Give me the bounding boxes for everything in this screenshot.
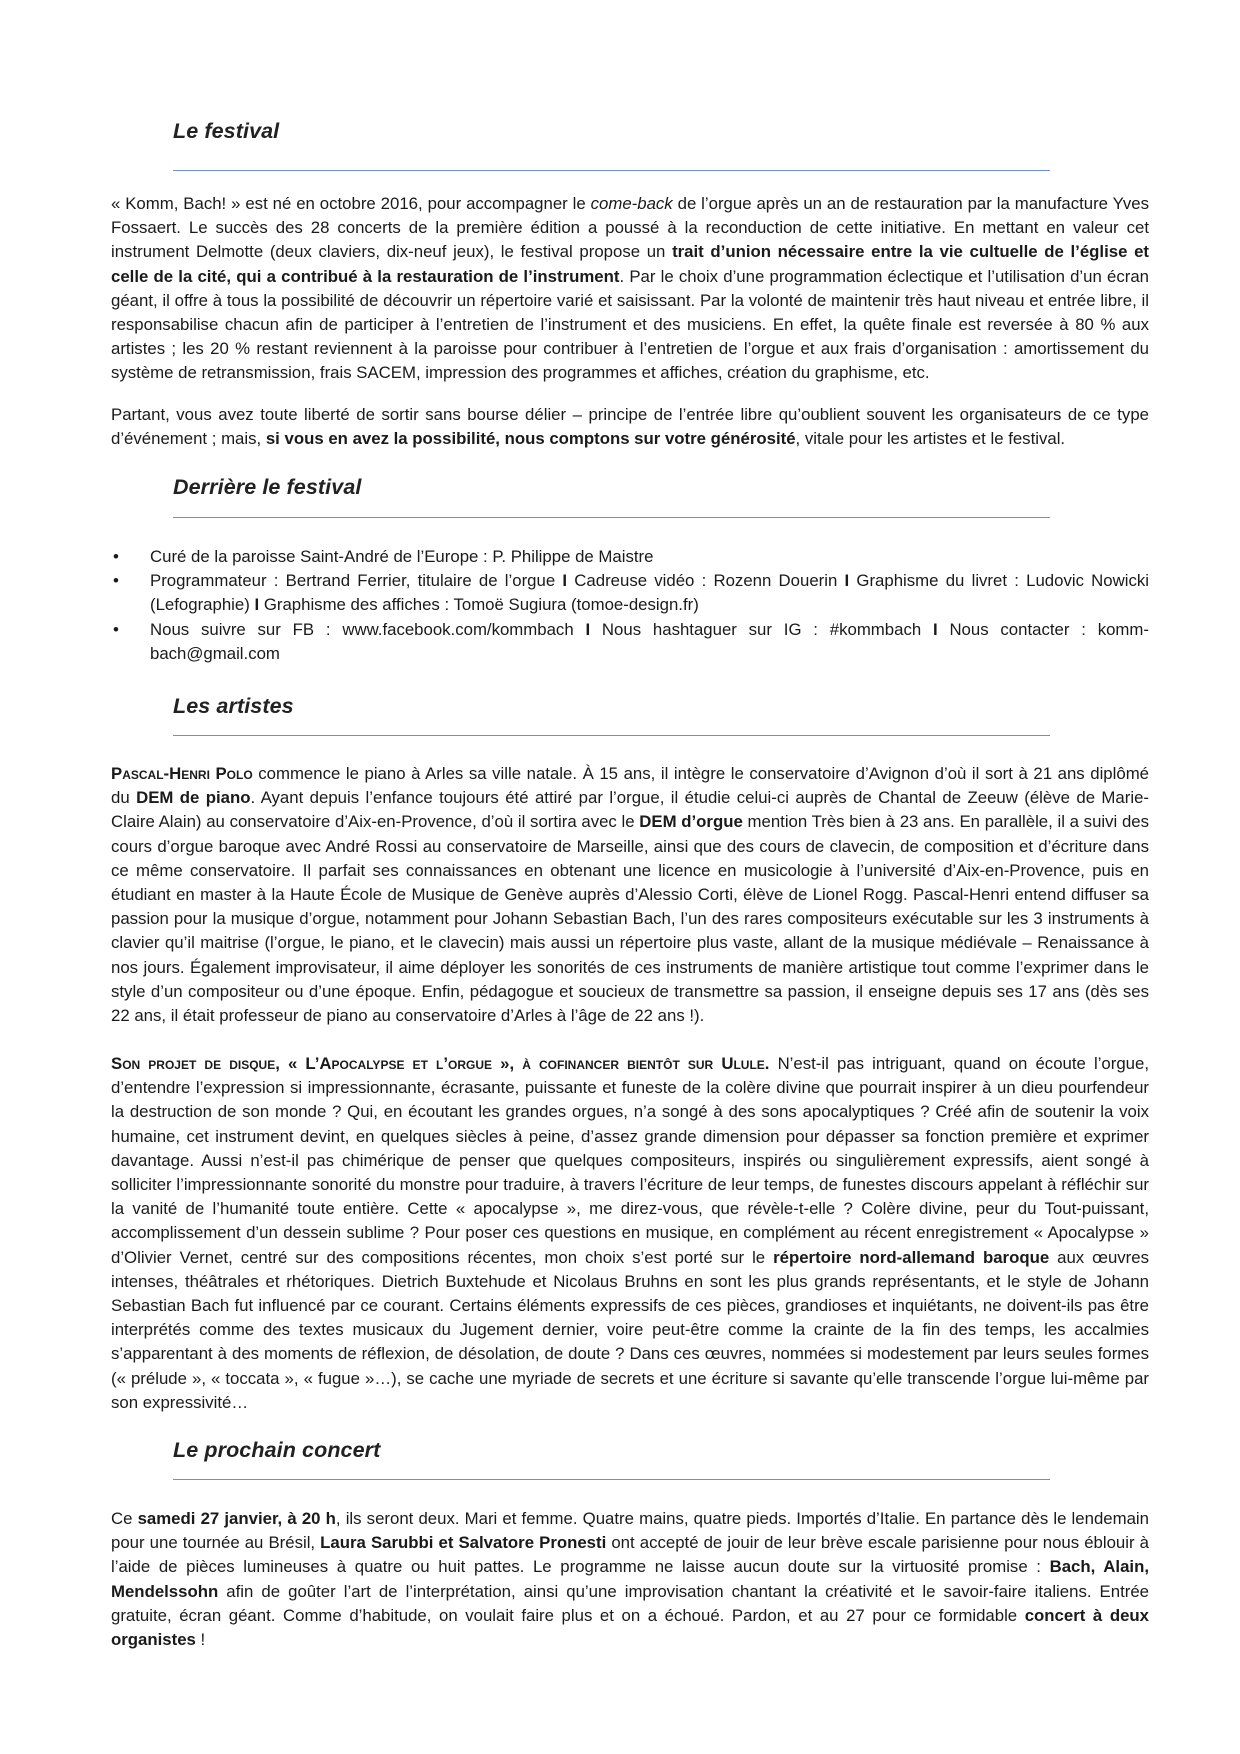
section-rule [173, 170, 1050, 171]
text-run: , ils seront deux. Mari et femme. Quatre mains, quatre pieds. Importés d’Italie. En partance dès le lendemain pour une tournée au Brésil, [111, 1509, 1149, 1553]
text-run: mention Très bien à 23 ans. En parallèle, il a suivi des cours d’orgue baroque avec André Rossi au conservatoire de Marseille, ainsi que des cours de clavecin, de composition et d’écriture dans ce même conservatoire. Il parfait ses connaissances en obtenant une licence en musicologie à l’université d’Aix-en-Provence, puis en étudiant en master à la Haute École de Musique de Genève auprès d’Alessio Corti, élève de Lionel Rogg. Pascal-Henri entend diffuser sa passion pour la musique d’orgue, notamment pour Johann Sebastian Bach, l’un des rares compositeurs exécutable sur les 3 instruments à clavier qu’il maitrise (l’orgue, le piano, et le clavecin) mais aussi un répertoire plus vaste, allant de la musique médiévale – Renaissance à nos jours. Également improvisateur, il aime déployer les sonorités de ces instruments de manière artistique tout comme l’exprimer dans le style d’un compositeur ou d’une époque. Enfin, pédagogue et soucieux de transmettre sa passion, il enseigne depuis ses 17 ans (dès ses 22 ans, il était professeur de piano au conservatoire d’Arles à l’âge de 22 ans !). [111, 812, 1150, 1026]
bold-dem-piano: DEM de piano [136, 788, 251, 808]
festival-paragraph-2 [111, 403, 1149, 451]
section-rule [173, 517, 1050, 518]
text-run: Graphisme des affiches : Tomoë Sugiura (tomoe-design.fr) [259, 595, 699, 615]
bold-generosite: si vous en avez la possibilité, nous comptons sur votre générosité [265, 429, 796, 449]
list-item [111, 569, 1149, 617]
text-run: Partant, vous avez toute liberté de sortir sans bourse délier – principe de l’entrée libre qu’oublient souvent les organisateurs de ce type d’événement ; mais, [111, 405, 1149, 449]
artist-name: Pascal-Henri Polo [111, 764, 253, 783]
section-title-next-concert: Le prochain concert [173, 1438, 381, 1462]
text-run: Nous suivre sur FB : www.facebook.com/kommbach [150, 619, 586, 639]
text-run: « Komm, Bach! » est né en octobre 2016, pour accompagner le [111, 194, 591, 213]
text-run: afin de goûter l’art de l’interprétation, ainsi qu’une improvisation chantant la créativité et le savoir-faire italiens. Entrée gratuite, écran géant. Comme d’habitude, on voulait faire plus et on a échoué. Pardon, et au 27 pour ce formidable [111, 1581, 1149, 1625]
project-heading: Son projet de disque, « L’Apocalypse et l’orgue », à cofinancer bientôt sur Ulule. [111, 1054, 770, 1073]
text-run: . Par le choix d’une programmation éclectique et l’utilisation d’un écran géant, il offre à tous la possibilité de découvrir un répertoire varié et saisissant. Par la volonté de maintenir très haut niveau et entrée libre, il responsabilise chacun afin de participer à l’entretien de l’instrument et des musiciens. En effet, la quête finale est reversée à 80 % aux artistes ; les 20 % restant reviennent à la paroisse pour contribuer à l’entretien de l’orgue et aux frais d’organisation : amortissement du système de retransmission, frais SACEM, impression des programmes et affiches, création du graphisme, etc. [111, 266, 1149, 383]
bullet-icon: • [113, 547, 119, 566]
section-rule [173, 1479, 1050, 1480]
section-title-artists: Les artistes [173, 694, 294, 718]
section-title-behind: Derrière le festival [173, 475, 362, 499]
text-run: Programmateur : Bertrand Ferrier, titulaire de l’orgue [150, 571, 563, 591]
text-run: de l’orgue après un an de restauration par la manufacture Yves Fossaert. Le succès des 28 concerts de la première édition a poussé à la reconduction de cette initiative. En mettant en valeur cet instrument Delmotte (deux claviers, dix-neuf jeux), le festival propose un [111, 194, 1149, 262]
credit-cure: Curé de la paroisse Saint-André de l’Europe : P. Philippe de Maistre [150, 547, 654, 566]
text-run: ! [195, 1630, 206, 1650]
bold-concert: concert à deux organistes [111, 1605, 1149, 1650]
bullet-icon: • [113, 571, 119, 591]
separator: I [932, 619, 938, 639]
text-run: commence le piano à Arles sa ville natale. À 15 ans, il intègre le conservatoire d’Avignon d’où il sort à 21 ans diplômé du [111, 764, 1150, 808]
text-run: ont accepté de jouir de leur brève escale parisienne pour nous éblouir à l’aide de pièces lumineuses à quatre ou huit pattes. Le programme ne laisse aucun doute sur la virtuosité promise : [111, 1533, 1149, 1577]
artists-paragraph-bio [111, 762, 1149, 1028]
separator: I [844, 571, 850, 591]
text-run: N’est-il pas intriguant, quand on écoute l’orgue, d’entendre l’expression si impressionnante, écrasante, puissante et funeste de la colère divine que pourrait inspirer à un dieu pourfendeur la destruction de son monde ? Qui, en écoutant les grandes orgues, n’a songé à des sons apocalyptiques ? Créé afin de soutenir la voix humaine, cet instrument devint, en quelques siècles à peine, d’assez grande dimension pour dépasser sa fonction première et exprimer davantage. Aussi n’est-il pas chimérique de penser que quelques compositeurs, inspirés ou singulièrement expressifs, aient songé à solliciter l’impressionnante sonorité du monstre pour traduire, à travers l’écriture de leur temps, de funestes discours appelant à réfléchir sur la vanité de l’humanité toute entière. Cette « apocalypse », me direz-vous, que révèle-t-elle ? Colère divine, peur du Tout-puissant, accomplissement d’un dessein sublime ? Pour poser ces questions en musique, en complément au récent enregistrement « Apocalypse » d’Olivier Vernet, centré sur des compositions récentes, mon choix s’est porté sur le [111, 1054, 1150, 1267]
text-run: Ce [111, 1509, 138, 1528]
section-title-festival: Le festival [173, 119, 280, 143]
list-item [111, 545, 1149, 569]
section-rule [173, 735, 1050, 736]
separator: I [562, 571, 568, 591]
list-item [111, 618, 1149, 666]
bold-dem-orgue: DEM d’orgue [639, 812, 743, 832]
separator: I [254, 595, 260, 615]
bold-performers: Laura Sarubbi et Salvatore Pronesti [320, 1533, 607, 1553]
text-run: . Ayant depuis l’enfance toujours été attiré par l’orgue, il étudie celui-ci auprès de Chantal de Zeeuw (élève de Marie-Claire Alain) au conservatoire d’Aix-en-Provence, d’où il sortira avec le [111, 788, 1149, 832]
festival-paragraph-1 [111, 192, 1149, 386]
credits-list [111, 545, 1149, 666]
text-run: Cadreuse vidéo : Rozenn Douerin [567, 571, 845, 591]
text-run: Nous hashtaguer sur IG : #kommbach [590, 619, 933, 639]
bullet-icon: • [113, 619, 119, 639]
text-run: , vitale pour les artistes et le festival. [795, 429, 1066, 449]
bold-repertoire: répertoire nord-allemand baroque [773, 1247, 1050, 1267]
text-run: Graphisme du livret : Ludovic Nowicki (Lefographie) [150, 571, 1149, 615]
bold-date: samedi 27 janvier, à 20 h [137, 1509, 336, 1528]
separator: I [585, 619, 591, 639]
text-run: Nous contacter : komm-bach@gmail.com [150, 619, 1149, 663]
artists-paragraph-project [111, 1052, 1149, 1415]
bold-trait-union: trait d’union nécessaire entre la vie cultuelle de l’église et celle de la cité, qui a contribué à la restauration de l’instrument [111, 242, 1149, 286]
text-run: aux œuvres intenses, théâtrales et rhétoriques. Dietrich Buxtehude et Nicolaus Bruhns en sont les plus grands représentants, et le style de Johann Sebastian Bach fut influencé par ce courant. Certains éléments expressifs de ces pièces, grandioses et inquiétants, ne doivent-ils pas être interprétés comme des textes musicaux du Jugement dernier, voire peut-être comme la crainte de la fin des temps, les accalmies s’apparentant à des moments de réflexion, de désolation, de doute ? Dans ces œuvres, nommées si modestement par leurs seules formes (« prélude », « toccata », « fugue »…), se cache une myriade de secrets et une écriture si savante qu’elle transcende l’orgue lui-même par son expressivité… [111, 1247, 1149, 1412]
next-concert-paragraph [111, 1507, 1149, 1652]
bold-composers: Bach, Alain, Mendelssohn [111, 1557, 1149, 1601]
emphasis-come-back: come-back [590, 194, 673, 213]
